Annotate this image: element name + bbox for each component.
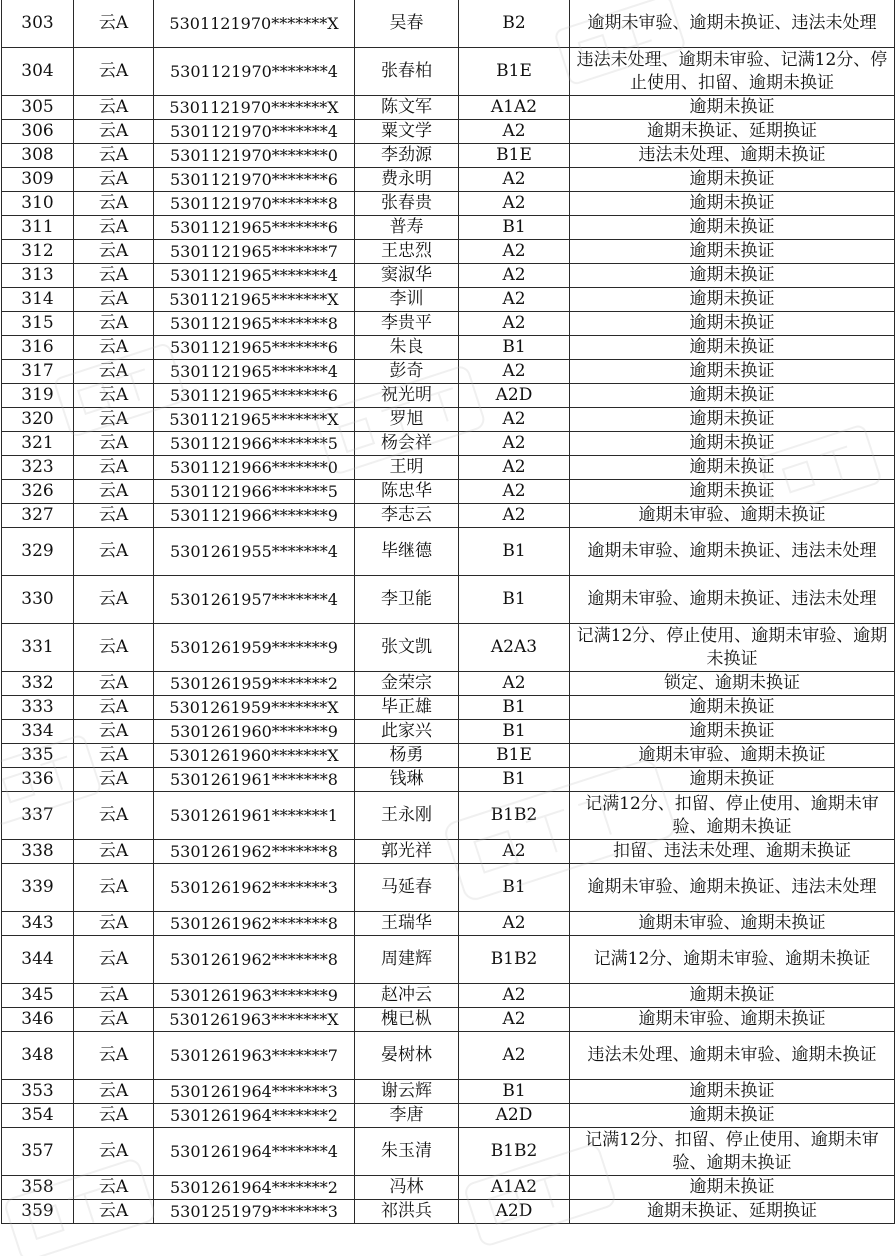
cell-id-number: 5301121966*******5 (154, 432, 355, 456)
cell-id-number: 5301121970*******6 (154, 168, 355, 192)
table-row (2, 504, 895, 528)
cell-number: 313 (2, 264, 74, 288)
table-row (2, 216, 895, 240)
cell-status: 逾期未换证 (570, 720, 895, 744)
cell-license-class: A2 (459, 480, 570, 504)
cell-license-class: B1 (459, 1080, 570, 1104)
cell-license-class: A2 (459, 1032, 570, 1080)
table-row (2, 1176, 895, 1200)
cell-status: 逾期未换证 (570, 192, 895, 216)
cell-number: 344 (2, 936, 74, 984)
table-row (2, 96, 895, 120)
cell-number: 329 (2, 528, 74, 576)
table-row (2, 672, 895, 696)
cell-region: 云A (74, 240, 154, 264)
cell-id-number: 5301261959*******2 (154, 672, 355, 696)
cell-status: 逾期未换证 (570, 768, 895, 792)
cell-name: 杨勇 (355, 744, 459, 768)
cell-region: 云A (74, 216, 154, 240)
cell-number: 303 (2, 0, 74, 48)
cell-status: 逾期未审验、逾期未换证 (570, 744, 895, 768)
cell-id-number: 5301261964*******3 (154, 1080, 355, 1104)
cell-status: 逾期未换证 (570, 336, 895, 360)
table-row (2, 240, 895, 264)
cell-number: 343 (2, 912, 74, 936)
cell-license-class: A2D (459, 1200, 570, 1224)
cell-status: 逾期未换证 (570, 408, 895, 432)
cell-region: 云A (74, 360, 154, 384)
cell-region: 云A (74, 912, 154, 936)
table-row (2, 528, 895, 576)
cell-name: 杨会祥 (355, 432, 459, 456)
cell-status: 逾期未换证 (570, 696, 895, 720)
cell-number: 317 (2, 360, 74, 384)
table-row (2, 720, 895, 744)
cell-status: 记满12分、扣留、停止使用、逾期未审验、逾期未换证 (570, 1128, 895, 1176)
table-row (2, 312, 895, 336)
cell-id-number: 5301121970*******4 (154, 48, 355, 96)
cell-region: 云A (74, 504, 154, 528)
table-row (2, 768, 895, 792)
cell-region: 云A (74, 744, 154, 768)
cell-license-class: B1 (459, 216, 570, 240)
table-row (2, 864, 895, 912)
cell-id-number: 5301261962*******8 (154, 840, 355, 864)
cell-license-class: B1 (459, 720, 570, 744)
cell-id-number: 5301261964*******4 (154, 1128, 355, 1176)
cell-status: 逾期未审验、逾期未换证、违法未处理 (570, 528, 895, 576)
cell-license-class: A2 (459, 840, 570, 864)
cell-name: 王明 (355, 456, 459, 480)
cell-status: 逾期未审验、逾期未换证、违法未处理 (570, 0, 895, 48)
cell-id-number: 5301261959*******9 (154, 624, 355, 672)
cell-name: 祁洪兵 (355, 1200, 459, 1224)
cell-number: 310 (2, 192, 74, 216)
cell-number: 314 (2, 288, 74, 312)
cell-status: 锁定、逾期未换证 (570, 672, 895, 696)
table-row (2, 456, 895, 480)
cell-name: 陈文军 (355, 96, 459, 120)
cell-region: 云A (74, 408, 154, 432)
cell-name: 张春柏 (355, 48, 459, 96)
cell-status: 记满12分、停止使用、逾期未审验、逾期未换证 (570, 624, 895, 672)
table-body (2, 0, 895, 1224)
cell-status: 逾期未换证 (570, 240, 895, 264)
cell-name: 祝光明 (355, 384, 459, 408)
cell-id-number: 5301261962*******8 (154, 936, 355, 984)
cell-status: 逾期未换证、延期换证 (570, 120, 895, 144)
cell-region: 云A (74, 1128, 154, 1176)
table-row (2, 840, 895, 864)
cell-license-class: B1 (459, 528, 570, 576)
cell-license-class: B1B2 (459, 1128, 570, 1176)
cell-name: 彭奇 (355, 360, 459, 384)
cell-license-class: A1A2 (459, 1176, 570, 1200)
cell-id-number: 5301121965*******X (154, 288, 355, 312)
cell-id-number: 5301261962*******8 (154, 912, 355, 936)
cell-region: 云A (74, 1080, 154, 1104)
cell-status: 逾期未换证 (570, 1104, 895, 1128)
cell-status: 逾期未审验、逾期未换证、违法未处理 (570, 576, 895, 624)
cell-name: 李卫能 (355, 576, 459, 624)
cell-name: 粟文学 (355, 120, 459, 144)
cell-region: 云A (74, 672, 154, 696)
cell-id-number: 5301121965*******7 (154, 240, 355, 264)
cell-number: 354 (2, 1104, 74, 1128)
cell-license-class: B1 (459, 768, 570, 792)
cell-status: 逾期未换证 (570, 984, 895, 1008)
cell-status: 逾期未审验、逾期未换证、违法未处理 (570, 864, 895, 912)
cell-license-class: B1B2 (459, 936, 570, 984)
table-row (2, 624, 895, 672)
cell-status: 逾期未换证 (570, 264, 895, 288)
cell-status: 逾期未审验、逾期未换证 (570, 504, 895, 528)
cell-id-number: 5301121970*******X (154, 96, 355, 120)
cell-status: 违法未处理、逾期未审验、记满12分、停止使用、扣留、逾期未换证 (570, 48, 895, 96)
cell-name: 朱良 (355, 336, 459, 360)
cell-region: 云A (74, 936, 154, 984)
cell-name: 朱玉清 (355, 1128, 459, 1176)
cell-number: 338 (2, 840, 74, 864)
cell-number: 321 (2, 432, 74, 456)
table-row (2, 48, 895, 96)
cell-name: 毕正雄 (355, 696, 459, 720)
cell-region: 云A (74, 528, 154, 576)
table-row (2, 432, 895, 456)
cell-number: 332 (2, 672, 74, 696)
cell-name: 王永刚 (355, 792, 459, 840)
cell-status: 逾期未换证 (570, 1080, 895, 1104)
cell-license-class: A2 (459, 408, 570, 432)
cell-license-class: B1 (459, 576, 570, 624)
cell-number: 305 (2, 96, 74, 120)
cell-status: 逾期未换证 (570, 288, 895, 312)
table-row (2, 264, 895, 288)
cell-id-number: 5301121970*******4 (154, 120, 355, 144)
cell-region: 云A (74, 1176, 154, 1200)
cell-name: 费永明 (355, 168, 459, 192)
cell-license-class: A2A3 (459, 624, 570, 672)
cell-number: 319 (2, 384, 74, 408)
cell-license-class: A2 (459, 312, 570, 336)
cell-status: 逾期未换证 (570, 384, 895, 408)
cell-region: 云A (74, 312, 154, 336)
cell-region: 云A (74, 456, 154, 480)
cell-region: 云A (74, 0, 154, 48)
table-row (2, 984, 895, 1008)
cell-status: 逾期未换证 (570, 360, 895, 384)
table-row (2, 1200, 895, 1224)
cell-license-class: A2D (459, 384, 570, 408)
cell-license-class: A2 (459, 1008, 570, 1032)
cell-license-class: B1E (459, 744, 570, 768)
cell-number: 309 (2, 168, 74, 192)
table-row (2, 384, 895, 408)
license-table (1, 0, 895, 1224)
cell-name: 钱琳 (355, 768, 459, 792)
cell-status: 逾期未换证 (570, 96, 895, 120)
cell-status: 逾期未换证 (570, 1176, 895, 1200)
cell-region: 云A (74, 144, 154, 168)
cell-number: 316 (2, 336, 74, 360)
cell-name: 王瑞华 (355, 912, 459, 936)
cell-id-number: 5301261963*******9 (154, 984, 355, 1008)
table-row (2, 480, 895, 504)
cell-id-number: 5301121966*******5 (154, 480, 355, 504)
cell-status: 记满12分、扣留、停止使用、逾期未审验、逾期未换证 (570, 792, 895, 840)
table-row (2, 912, 895, 936)
cell-region: 云A (74, 864, 154, 912)
cell-name: 吴春 (355, 0, 459, 48)
cell-region: 云A (74, 720, 154, 744)
cell-name: 晏树林 (355, 1032, 459, 1080)
table-row (2, 1128, 895, 1176)
cell-region: 云A (74, 984, 154, 1008)
cell-name: 窦淑华 (355, 264, 459, 288)
cell-name: 赵冲云 (355, 984, 459, 1008)
cell-name: 周建辉 (355, 936, 459, 984)
cell-license-class: A2 (459, 360, 570, 384)
cell-id-number: 5301121966*******9 (154, 504, 355, 528)
cell-license-class: B1B2 (459, 792, 570, 840)
cell-status: 逾期未换证、延期换证 (570, 1200, 895, 1224)
cell-region: 云A (74, 576, 154, 624)
cell-region: 云A (74, 480, 154, 504)
cell-license-class: A2 (459, 120, 570, 144)
cell-license-class: A2 (459, 168, 570, 192)
cell-license-class: A2 (459, 192, 570, 216)
cell-region: 云A (74, 840, 154, 864)
cell-license-class: B1 (459, 696, 570, 720)
cell-number: 327 (2, 504, 74, 528)
cell-license-class: B2 (459, 0, 570, 48)
cell-license-class: A2D (459, 1104, 570, 1128)
cell-number: 312 (2, 240, 74, 264)
cell-number: 353 (2, 1080, 74, 1104)
cell-name: 马延春 (355, 864, 459, 912)
cell-id-number: 5301261962*******3 (154, 864, 355, 912)
cell-region: 云A (74, 1032, 154, 1080)
cell-id-number: 5301121970*******0 (154, 144, 355, 168)
cell-name: 金荣宗 (355, 672, 459, 696)
cell-status: 逾期未换证 (570, 456, 895, 480)
cell-number: 358 (2, 1176, 74, 1200)
cell-region: 云A (74, 1200, 154, 1224)
cell-id-number: 5301121965*******4 (154, 264, 355, 288)
cell-license-class: A1A2 (459, 96, 570, 120)
cell-status: 违法未处理、逾期未审验、逾期未换证 (570, 1032, 895, 1080)
cell-number: 339 (2, 864, 74, 912)
table-row (2, 0, 895, 48)
table-row (2, 144, 895, 168)
cell-license-class: A2 (459, 432, 570, 456)
cell-region: 云A (74, 624, 154, 672)
cell-number: 306 (2, 120, 74, 144)
cell-id-number: 5301121965*******6 (154, 216, 355, 240)
cell-name: 张春贵 (355, 192, 459, 216)
table-row (2, 1104, 895, 1128)
cell-id-number: 5301261957*******4 (154, 576, 355, 624)
cell-name: 陈忠华 (355, 480, 459, 504)
cell-name: 此家兴 (355, 720, 459, 744)
cell-license-class: B1 (459, 336, 570, 360)
cell-name: 李志云 (355, 504, 459, 528)
cell-name: 毕继德 (355, 528, 459, 576)
cell-number: 335 (2, 744, 74, 768)
cell-number: 331 (2, 624, 74, 672)
cell-id-number: 5301261960*******X (154, 744, 355, 768)
cell-license-class: A2 (459, 984, 570, 1008)
cell-id-number: 5301261961*******1 (154, 792, 355, 840)
table-row (2, 168, 895, 192)
cell-status: 记满12分、逾期未审验、逾期未换证 (570, 936, 895, 984)
cell-number: 308 (2, 144, 74, 168)
cell-region: 云A (74, 96, 154, 120)
table-row (2, 936, 895, 984)
table-row (2, 696, 895, 720)
cell-id-number: 5301261959*******X (154, 696, 355, 720)
table-row (2, 1008, 895, 1032)
cell-number: 357 (2, 1128, 74, 1176)
cell-id-number: 5301251979*******3 (154, 1200, 355, 1224)
cell-license-class: A2 (459, 264, 570, 288)
cell-license-class: B1E (459, 144, 570, 168)
cell-name: 李训 (355, 288, 459, 312)
cell-region: 云A (74, 384, 154, 408)
cell-region: 云A (74, 792, 154, 840)
cell-name: 李贵平 (355, 312, 459, 336)
cell-region: 云A (74, 48, 154, 96)
table-row (2, 744, 895, 768)
cell-license-class: A2 (459, 912, 570, 936)
cell-number: 320 (2, 408, 74, 432)
cell-license-class: A2 (459, 672, 570, 696)
cell-number: 323 (2, 456, 74, 480)
cell-id-number: 5301121965*******8 (154, 312, 355, 336)
cell-status: 逾期未换证 (570, 312, 895, 336)
cell-id-number: 5301121966*******0 (154, 456, 355, 480)
table-row (2, 1080, 895, 1104)
cell-number: 304 (2, 48, 74, 96)
cell-number: 333 (2, 696, 74, 720)
cell-id-number: 5301261963*******X (154, 1008, 355, 1032)
cell-license-class: B1E (459, 48, 570, 96)
cell-number: 326 (2, 480, 74, 504)
cell-id-number: 5301261963*******7 (154, 1032, 355, 1080)
cell-number: 346 (2, 1008, 74, 1032)
cell-name: 罗旭 (355, 408, 459, 432)
table-row (2, 576, 895, 624)
cell-id-number: 5301261955*******4 (154, 528, 355, 576)
cell-name: 槐已枞 (355, 1008, 459, 1032)
cell-region: 云A (74, 768, 154, 792)
table-row (2, 336, 895, 360)
cell-status: 逾期未换证 (570, 432, 895, 456)
cell-region: 云A (74, 264, 154, 288)
cell-region: 云A (74, 336, 154, 360)
table-row (2, 192, 895, 216)
cell-number: 348 (2, 1032, 74, 1080)
cell-number: 334 (2, 720, 74, 744)
cell-license-class: A2 (459, 240, 570, 264)
cell-name: 李唐 (355, 1104, 459, 1128)
cell-license-class: A2 (459, 456, 570, 480)
cell-id-number: 5301121965*******X (154, 408, 355, 432)
cell-id-number: 5301121965*******6 (154, 336, 355, 360)
cell-id-number: 5301261960*******9 (154, 720, 355, 744)
cell-name: 普寿 (355, 216, 459, 240)
cell-license-class: B1 (459, 864, 570, 912)
cell-license-class: A2 (459, 288, 570, 312)
cell-status: 逾期未审验、逾期未换证 (570, 1008, 895, 1032)
cell-name: 冯林 (355, 1176, 459, 1200)
cell-region: 云A (74, 120, 154, 144)
cell-name: 张文凯 (355, 624, 459, 672)
cell-number: 337 (2, 792, 74, 840)
cell-id-number: 5301261964*******2 (154, 1176, 355, 1200)
cell-region: 云A (74, 696, 154, 720)
cell-region: 云A (74, 288, 154, 312)
cell-number: 311 (2, 216, 74, 240)
cell-id-number: 5301261961*******8 (154, 768, 355, 792)
cell-status: 逾期未换证 (570, 480, 895, 504)
table-row (2, 792, 895, 840)
table-row (2, 360, 895, 384)
cell-name: 郭光祥 (355, 840, 459, 864)
cell-id-number: 5301121970*******8 (154, 192, 355, 216)
cell-id-number: 5301121965*******6 (154, 384, 355, 408)
cell-region: 云A (74, 192, 154, 216)
cell-status: 逾期未换证 (570, 168, 895, 192)
table-row (2, 120, 895, 144)
cell-number: 330 (2, 576, 74, 624)
cell-number: 345 (2, 984, 74, 1008)
cell-status: 违法未处理、逾期未换证 (570, 144, 895, 168)
cell-status: 逾期未审验、逾期未换证 (570, 912, 895, 936)
cell-number: 336 (2, 768, 74, 792)
cell-name: 王忠烈 (355, 240, 459, 264)
cell-id-number: 5301261964*******2 (154, 1104, 355, 1128)
cell-license-class: A2 (459, 504, 570, 528)
cell-number: 315 (2, 312, 74, 336)
table-row (2, 1032, 895, 1080)
cell-status: 逾期未换证 (570, 216, 895, 240)
cell-region: 云A (74, 1008, 154, 1032)
table-row (2, 408, 895, 432)
cell-id-number: 5301121970*******X (154, 0, 355, 48)
cell-name: 李劲源 (355, 144, 459, 168)
cell-status: 扣留、违法未处理、逾期未换证 (570, 840, 895, 864)
table-row (2, 288, 895, 312)
cell-id-number: 5301121965*******4 (154, 360, 355, 384)
cell-region: 云A (74, 432, 154, 456)
cell-number: 359 (2, 1200, 74, 1224)
cell-name: 谢云辉 (355, 1080, 459, 1104)
cell-region: 云A (74, 168, 154, 192)
cell-region: 云A (74, 1104, 154, 1128)
